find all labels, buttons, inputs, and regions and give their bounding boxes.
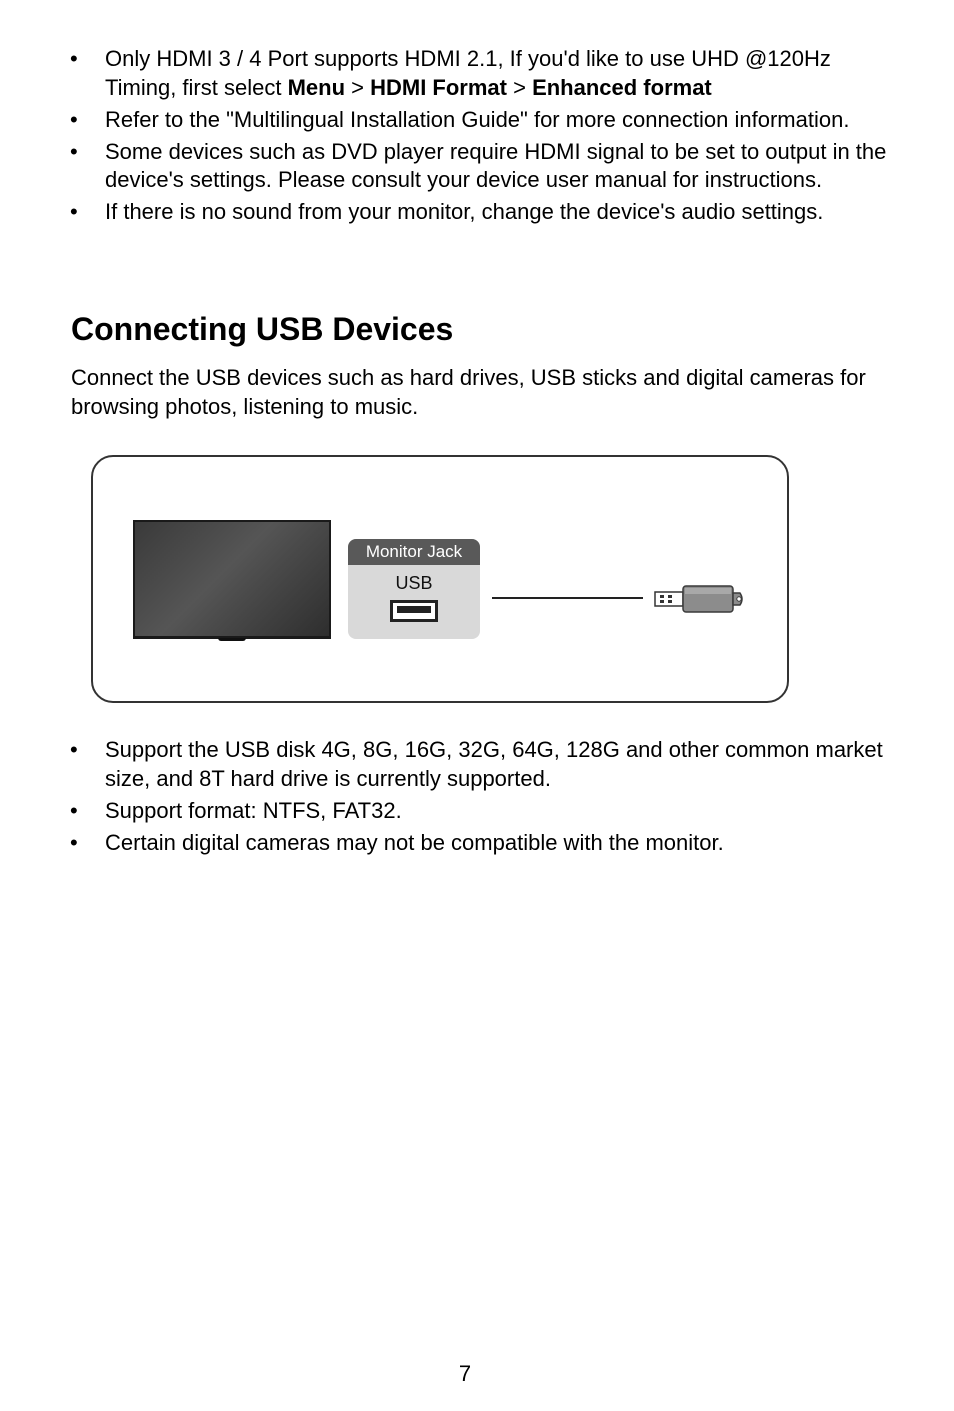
bullet-dot: •: [70, 46, 78, 71]
bullet-dot: •: [70, 138, 78, 164]
bullet-text: Certain digital cameras may not be compatible with the monitor.: [105, 829, 724, 855]
monitor-icon: [133, 520, 331, 638]
section-title: Connecting USB Devices: [71, 311, 454, 347]
connection-line: [492, 597, 643, 599]
bullet-dot: •: [70, 797, 78, 823]
bullet-dot: •: [70, 737, 78, 762]
menu-keyword: Menu: [287, 74, 346, 100]
bullet-text: Support format: NTFS, FAT32.: [105, 797, 402, 823]
list-item: [70, 138, 900, 195]
list-item: [70, 736, 900, 793]
notes-list: [70, 45, 900, 230]
usb-stick-icon: [654, 584, 746, 614]
page-number: 7: [458, 1361, 472, 1386]
list-item: [70, 106, 900, 135]
bullet-dot: •: [70, 829, 78, 855]
section-intro: Connect the USB devices such as hard drives, USB sticks and digital cameras for browsing photos, listening to music.: [71, 365, 866, 419]
hdmi-format-keyword: HDMI Format: [370, 74, 507, 100]
enhanced-format-keyword: Enhanced format: [532, 74, 712, 100]
list-item: [70, 829, 900, 858]
list-item: [70, 797, 900, 826]
bullet-text: Refer to the "Multilingual Installation Guide" for more connection information.: [105, 106, 850, 132]
list-item: [70, 198, 900, 227]
usb-port-label: USB: [395, 573, 433, 593]
path-separator: >: [345, 74, 371, 100]
usb-notes-list: [70, 736, 900, 861]
list-item: [70, 45, 900, 102]
bullet-text: If there is no sound from your monitor, change the device's audio settings.: [105, 199, 824, 224]
bullet-text: Support the USB disk 4G, 8G, 16G, 32G, 64G, 128G and other common market size, and 8T hard drive is currently supported.: [105, 737, 883, 791]
monitor-stand: [218, 638, 246, 641]
bullet-dot: •: [70, 106, 78, 132]
bullet-text: Some devices such as DVD player require HDMI signal to be set to output in the device's settings. Please consult your device user manual for instructions.: [105, 138, 887, 192]
jack-header: Monitor Jack: [348, 539, 480, 565]
bullet-text: Only HDMI 3 / 4 Port supports HDMI 2.1, If you'd like to use UHD @120Hz Timing, first select: [105, 46, 831, 100]
monitor-jack-panel: [348, 539, 480, 639]
path-separator: >: [506, 74, 533, 100]
bullet-dot: •: [70, 199, 78, 224]
usb-port-icon: [390, 600, 438, 622]
